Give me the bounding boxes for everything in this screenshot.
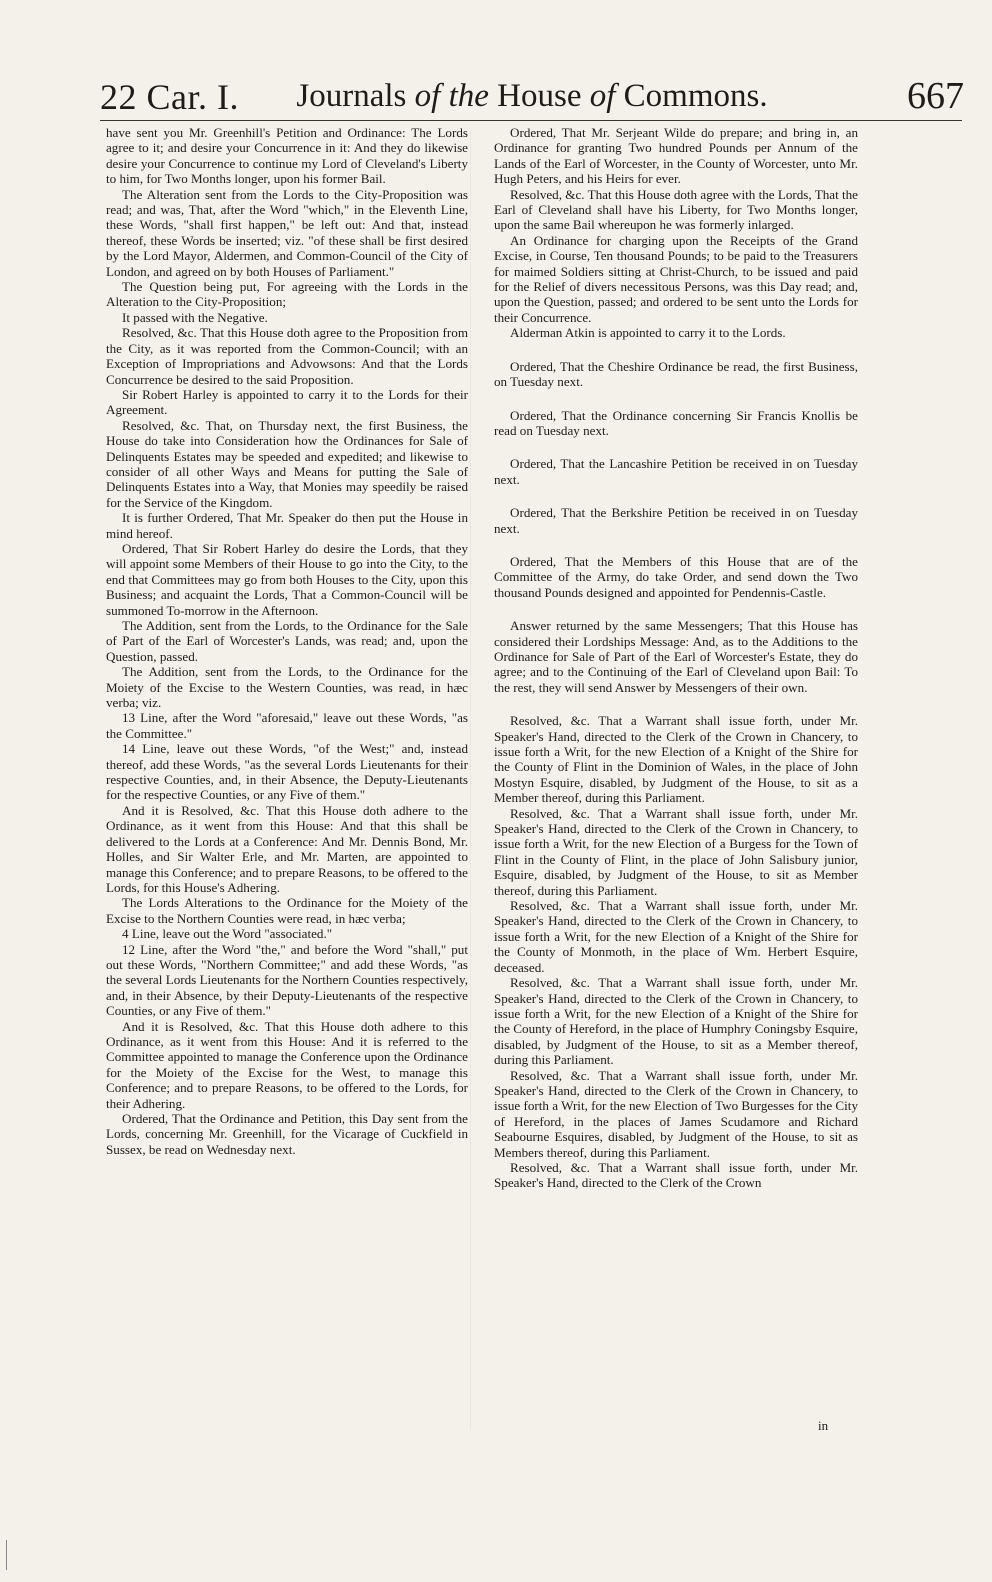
paragraph: The Addition, sent from the Lords, to the Ordinance for the Sale of Part of the Earl of Worcester's Lands, was read; and, upon the Question, passed.: [106, 618, 468, 664]
paragraph: Ordered, That Mr. Serjeant Wilde do prepare; and bring in, an Ordinance for granting Two hundred Pounds per Annum of the Lands of the Earl of Worcester, in the County of Worcester, unto Mr. Hugh Peters, and his Heirs for ever.: [494, 125, 858, 187]
paragraph: Ordered, That Sir Robert Harley do desire the Lords, that they will appoint some Members of their House to go into the City, to the end that Committees may go from both Houses to the City, upon this Business; and acquaint the Lords, That a Common-Council will be summoned To-morrow in the Afternoon.: [106, 540, 468, 618]
paragraph: The Lords Alterations to the Ordinance for the Moiety of the Excise to the Northern Counties were read, in hæc verba;: [106, 895, 468, 926]
paragraph: It passed with the Negative.: [122, 309, 268, 325]
paragraph: 4 Line, leave out the Word "associated.": [122, 926, 333, 942]
running-title: [100, 78, 964, 115]
paragraph: It is further Ordered, That Mr. Speaker do then put the House in mind hereof.: [106, 510, 468, 541]
paragraph: 13 Line, after the Word "aforesaid," leave out these Words, "as the Committee.": [106, 710, 468, 741]
paragraph: have sent you Mr. Greenhill's Petition and Ordinance: The Lords agree to it; and desire your Concurrence in it: And they do likewise desire your Concurrence to continue my Lord of Cleveland's Liberty to him, for Two Months longer, upon his former Bail.: [106, 125, 468, 187]
paragraph: Resolved, &c. That this House doth agree to the Proposition from the City, as it was reported from the Common-Council; with an Exception of Impropriations and Advowsons: And that the Lords Concurrence be desired to the said Proposition.: [106, 325, 468, 387]
paragraph: Resolved, &c. That a Warrant shall issue forth, under Mr. Speaker's Hand, directed to the Clerk of the Crown in Chancery, to issue forth a Writ, for the new Election of a Burgess for the Town of Flint in the County of Flint, in the place of John Salisbury junior, Esquire, disabled, by Judgment of the House, to sit as Member thereof, during this Parliament.: [494, 805, 858, 898]
paragraph: Resolved, &c. That a Warrant shall issue forth, under Mr. Speaker's Hand, directed to the Clerk of the Crown in Chancery, to issue forth a Writ, for the new Election of a Knight of the Shire for the County of Monmoth, in the place of Wm. Herbert Esquire, deceased.: [494, 898, 858, 975]
paragraph: 14 Line, leave out these Words, "of the West;" and, instead thereof, add these Words, "as the several Lords Lieutenants for their respective Counties, and, in their Absence, the Deputy-Lieutenants for the respective Counties, or any Five of them.": [106, 741, 468, 803]
paragraph: And it is Resolved, &c. That this House doth adhere to this Ordinance, as it went from this House: And it is referred to the Committee appointed to manage the Conference upon the Ordinance for the Moiety of the Excise for the West, to manage this Conference; and to prepare Reasons, to be offered to the Lords, for their Adhering.: [106, 1018, 468, 1111]
title-of: of: [589, 78, 616, 114]
paragraph: Sir Robert Harley is appointed to carry it to the Lords for their Agreement.: [106, 386, 468, 418]
paragraph: Ordered, That the Members of this House that are of the Committee of the Army, do take Order, and send down the Two thousand Pounds designed and appointed for Pendennis-Castle.: [494, 553, 858, 600]
paragraph: 12 Line, after the Word "the," and before the Word "shall," put out these Words, "Northern Committee;" and add these Words, "as the several Lords Lieutenants for the Northern Counties respectively, and, in their Absence, by their Deputy-Lieutenants of the respective Counties, or any Five of them.": [106, 941, 468, 1019]
page-number: 667: [907, 75, 964, 117]
paragraph: The Addition, sent from the Lords, to the Ordinance for the Moiety of the Excise to the Western Counties, was read, in hæc verba; viz.: [106, 664, 468, 711]
gutter: [470, 130, 471, 1430]
left-column: [106, 125, 468, 1157]
page-edge-mark: [6, 1540, 7, 1570]
paragraph: The Alteration sent from the Lords to the City-Proposition was read; and was, That, after the Word "which," in the Eleventh Line, these Words, "shall first happen," be left out: And that, instead thereof, these Words be inserted; viz. "of these shall be first desired by the Lord Mayor, Aldermen, and Common-Council of the City of London, and agreed on by both Houses of Parliament.": [106, 186, 468, 279]
title-commons: Commons.: [623, 78, 768, 114]
paragraph: Alderman Atkin is appointed to carry it to the Lords.: [510, 325, 786, 341]
paragraph: Resolved, &c. That a Warrant shall issue forth, under Mr. Speaker's Hand, directed to the Clerk of the Crown in Chancery, to issue forth a Writ, for the new Election of a Knight of the Shire for the County of Hereford, in the place of Humphry Coningsby Esquire, disabled, by Judgment of the House, to sit as a Member thereof, during this Parliament.: [494, 975, 858, 1068]
paragraph: Ordered, That the Ordinance concerning Sir Francis Knollis be read on Tuesday next.: [494, 407, 858, 438]
paragraph: Ordered, That the Berkshire Petition be received in on Tuesday next.: [494, 505, 858, 536]
paragraph: Resolved, &c. That a Warrant shall issue forth, under Mr. Speaker's Hand, directed to the Clerk of the Crown: [494, 1159, 858, 1191]
paragraph: Ordered, That the Cheshire Ordinance be read, the first Business, on Tuesday next.: [494, 358, 858, 390]
regnal-year: 22 Car. I.: [100, 77, 239, 117]
title-of-the: of the: [414, 78, 489, 114]
paragraph: The Question being put, For agreeing with the Lords in the Alteration to the City-Proposition;: [106, 279, 468, 310]
paragraph: Resolved, &c. That a Warrant shall issue forth, under Mr. Speaker's Hand, directed to the Clerk of the Crown in Chancery, to issue forth a Writ, for the new Election of Two Burgesses for the City of Hereford, in the places of James Scudamore and Richard Seabourne Esquires, disabled, by Judgment of the House, to sit as Members thereof, during this Parliament.: [494, 1067, 858, 1160]
page-header: [100, 76, 964, 122]
paragraph: Resolved, &c. That a Warrant shall issue forth, under Mr. Speaker's Hand, directed to the Clerk of the Crown in Chancery, to issue forth a Writ, for the new Election of a Knight of the Shire for the County of Flint in the Dominion of Wales, in the place of John Mostyn Esquire, disabled, by Judgment of the House, to sit as a Member thereof, during this Parliament.: [494, 713, 858, 806]
paragraph: Answer returned by the same Messengers; That this House has considered their Lordships Message: And, as to the Additions to the Ordinance for Sale of Part of the Earl of Worcester's Estate, they do agree; and to the Continuing of the Earl of Cleveland upon Bail: To the rest, they will send Answer by Messengers of their own.: [494, 618, 858, 695]
paragraph: An Ordinance for charging upon the Receipts of the Grand Excise, in Course, Ten thousand Pounds; to be paid to the Treasurers for maimed Soldiers sitting at Christ-Church, to be issued and paid for the Relief of divers necessitous Persons, was this Day read; and, upon the Question, passed; and ordered to be sent unto the Lords for their Concurrence.: [494, 232, 858, 325]
paragraph: And it is Resolved, &c. That this House doth adhere to the Ordinance, as it went from this House: And that this shall be delivered to the Lords at a Conference: And Mr. Dennis Bond, Mr. Holles, and Sir Walter Erle, and Mr. Marten, are appointed to manage this Conference; and to prepare Reasons, to be offered to the Lords, for this House's Adhering.: [106, 802, 468, 895]
right-column: [494, 125, 858, 1191]
title-house: House: [497, 78, 582, 114]
header-rule: [100, 120, 962, 121]
paragraph: Resolved, &c. That this House doth agree with the Lords, That the Earl of Cleveland shall have his Liberty, for Two Months longer, upon the same Bail whereupon he was formerly inlarged.: [494, 186, 858, 233]
catchword: in: [818, 1418, 829, 1433]
paragraph: Ordered, That the Ordinance and Petition, this Day sent from the Lords, concerning Mr. Greenhill, for the Vicarage of Cuckfield in Sussex, be read on Wednesday next.: [106, 1111, 468, 1157]
title-journals: Journals: [296, 78, 407, 114]
paragraph: Resolved, &c. That, on Thursday next, the first Business, the House do take into Consideration how the Ordinances for Sale of Delinquents Estates may be speeded and expedited; and likewise to consider of all other Ways and Means for putting the Sale of Delinquents Estates into a Way, that Monies may speedily be raised for the Service of the Kingdom.: [106, 417, 468, 510]
paragraph: Ordered, That the Lancashire Petition be received in on Tuesday next.: [494, 456, 858, 487]
